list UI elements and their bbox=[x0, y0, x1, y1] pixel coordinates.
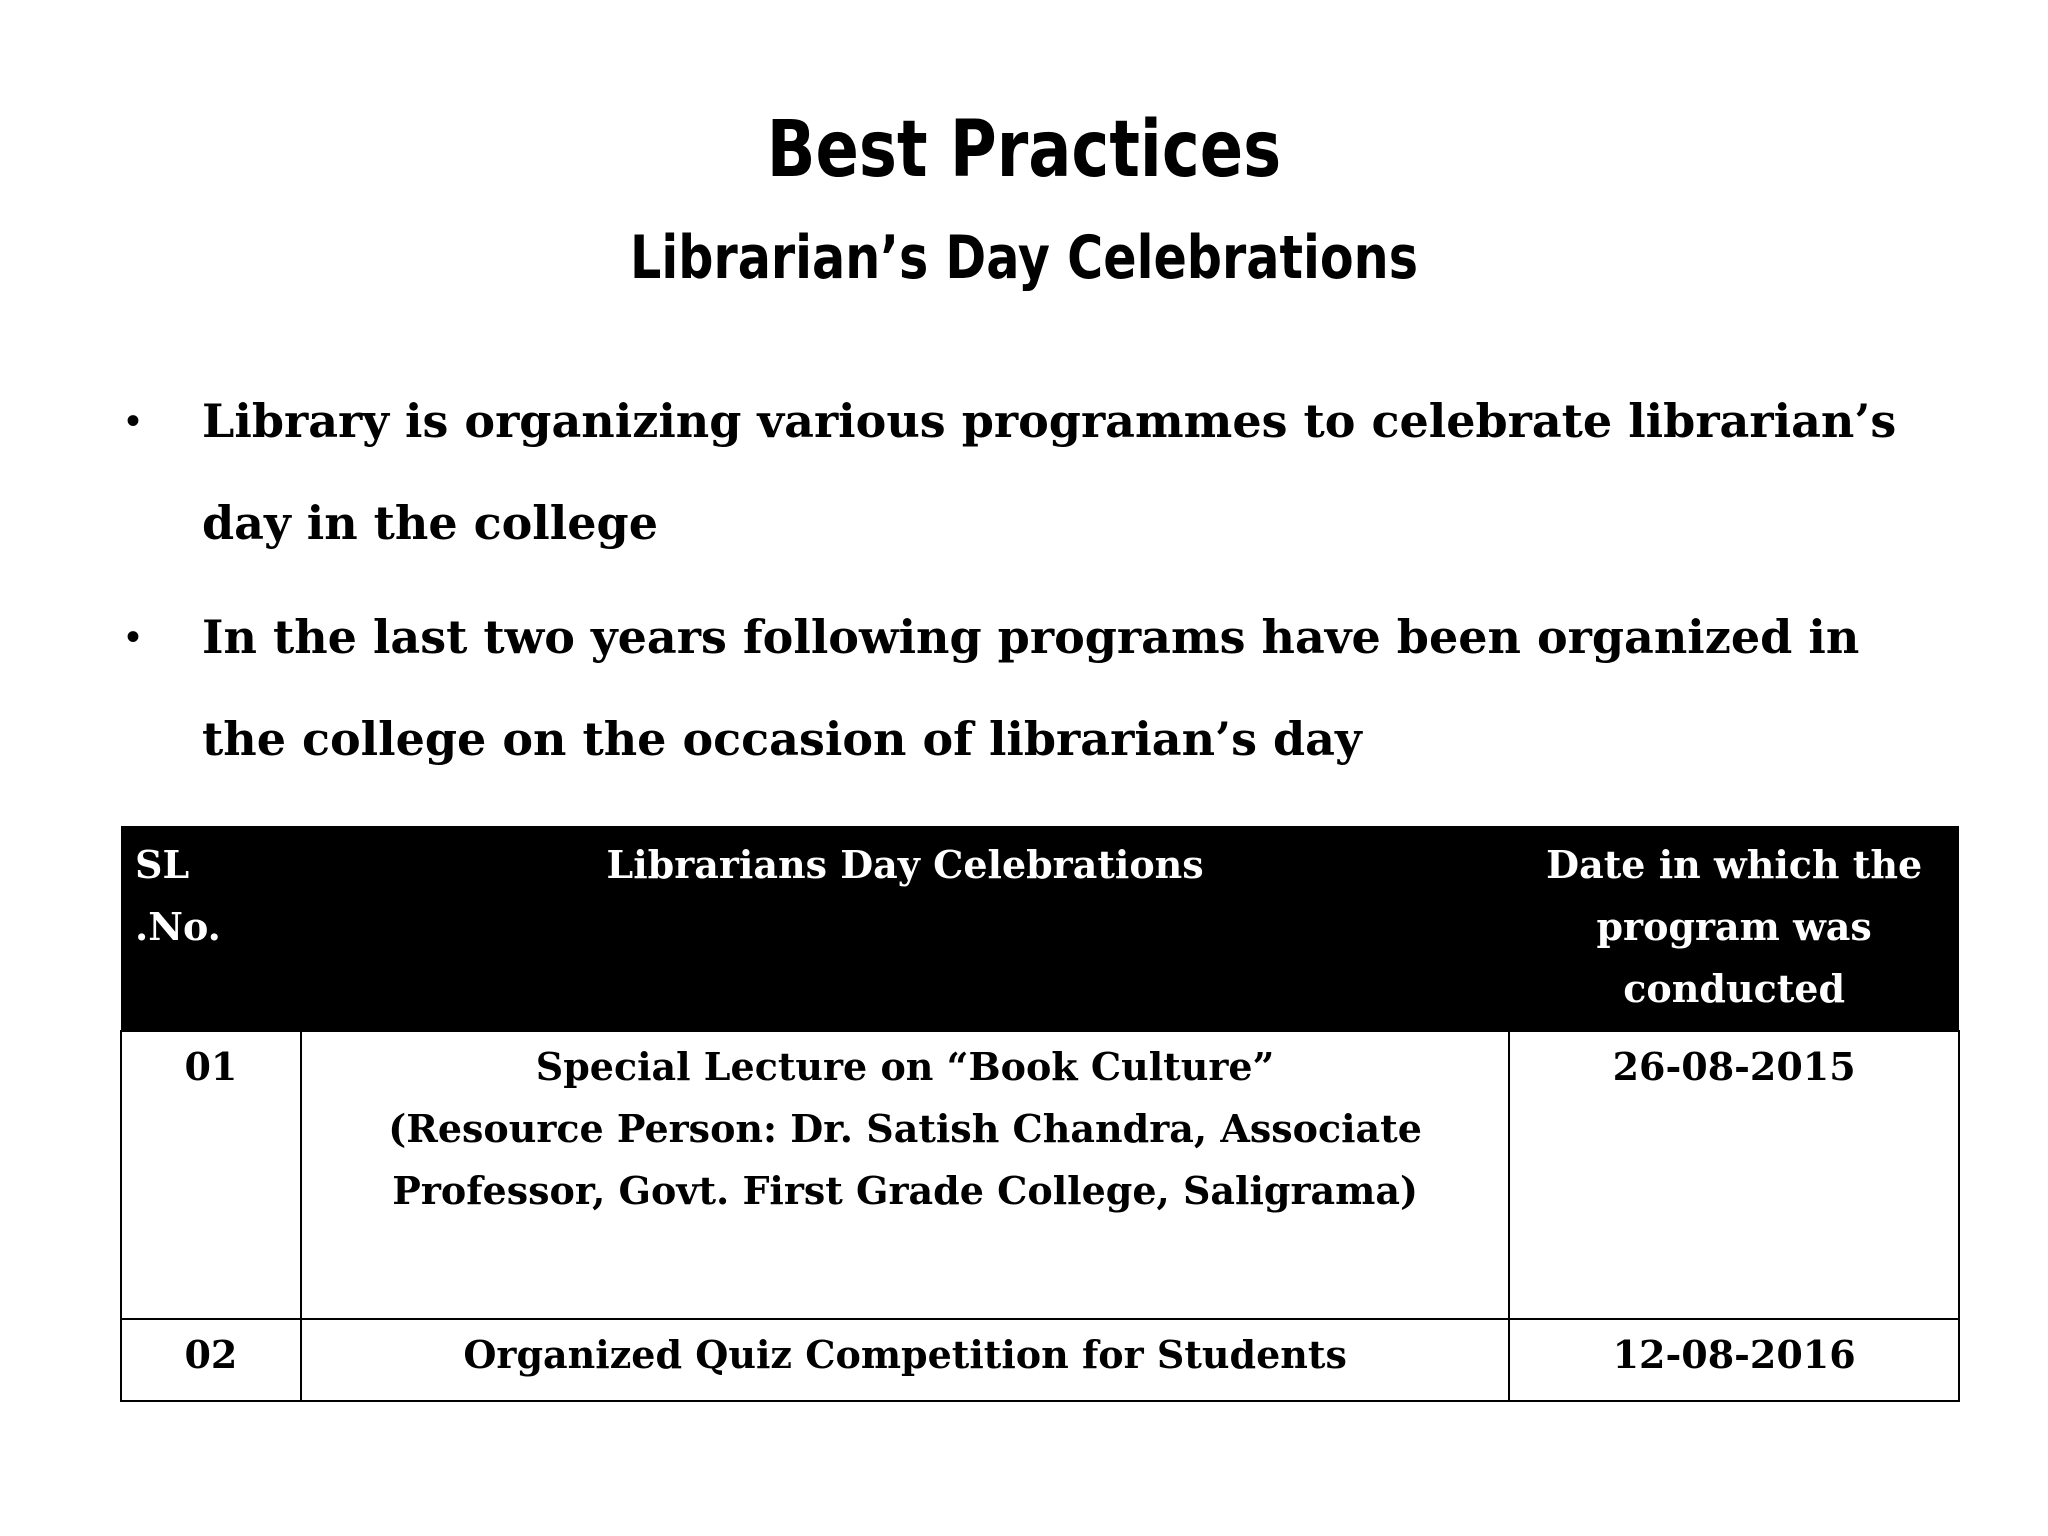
table-row bbox=[121, 1319, 1959, 1401]
header-date: Date in which the program was conducted bbox=[1509, 826, 1959, 1031]
row-date: 26-08-2015 bbox=[1509, 1031, 1959, 1319]
celebrations-table bbox=[120, 826, 1960, 1402]
bullet-icon: • bbox=[126, 398, 141, 443]
row-sl-no: 02 bbox=[121, 1319, 301, 1401]
bullet-item bbox=[120, 370, 1950, 574]
bullet-icon: • bbox=[126, 614, 141, 659]
bullet-item bbox=[120, 586, 1950, 790]
bullet-text: Library is organizing various programmes to celebrate librarian’s day in the college bbox=[202, 394, 1897, 550]
row-celebration bbox=[301, 1031, 1509, 1319]
header-celebrations: Librarians Day Celebrations bbox=[301, 826, 1509, 1031]
row-celebration bbox=[301, 1319, 1509, 1401]
slide-title: Best Practices bbox=[766, 105, 1282, 195]
header-sl-no: SL .No. bbox=[121, 826, 301, 1031]
bullet-text: In the last two years following programs have been organized in the college on the occasion of librarian’s day bbox=[202, 610, 1860, 766]
row-date: 12-08-2016 bbox=[1509, 1319, 1959, 1401]
row-sl-no: 01 bbox=[121, 1031, 301, 1319]
celebration-title: Organized Quiz Competition for Students bbox=[463, 1332, 1347, 1377]
bullet-list bbox=[120, 370, 1950, 802]
table-row bbox=[121, 1031, 1959, 1319]
slide-subtitle: Librarian’s Day Celebrations bbox=[630, 223, 1418, 293]
celebration-detail: (Resource Person: Dr. Satish Chandra, Associate Professor, Govt. First Grade College, Saligrama) bbox=[388, 1106, 1422, 1213]
celebration-title: Special Lecture on “Book Culture” bbox=[535, 1044, 1275, 1089]
table-header-row bbox=[121, 826, 1959, 1031]
